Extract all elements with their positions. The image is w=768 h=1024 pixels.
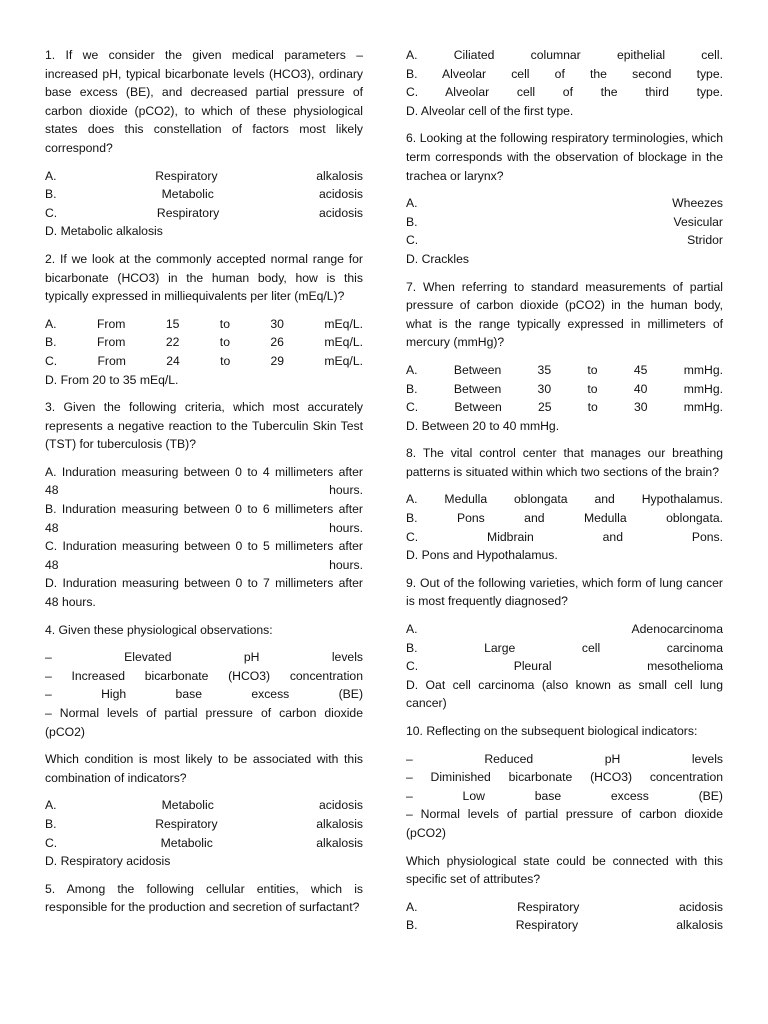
option-c: C. Pleural mesothelioma (406, 659, 723, 674)
indicator-item: – Diminished bicarbonate (HCO3) concentration (406, 770, 723, 785)
question-2 (45, 250, 363, 389)
option-d: D. Respiratory acidosis (45, 854, 171, 869)
indicator-item: – High base excess (BE) (45, 687, 363, 702)
option-c: C. Respiratory acidosis (45, 205, 363, 220)
left-column (45, 46, 363, 926)
option-c: C. Midbrain and Pons. (406, 529, 723, 544)
option-c: C. Between 25 to 30 mmHg. (406, 400, 723, 415)
indicator-item: – Normal levels of partial pressure of carbon dioxide (pCO2) (406, 807, 723, 840)
question-text: 9. Out of the following varieties, which form of lung cancer is most frequently diagnosed? (406, 575, 723, 609)
question-5-options (406, 46, 723, 120)
indicator-item: – Elevated pH levels (45, 650, 363, 665)
option-b: B. Respiratory alkalosis (45, 816, 363, 831)
option-b: B. Alveolar cell of the second type. (406, 66, 723, 81)
option-b: B. Induration measuring between 0 to 6 millimeters after 48 hours. (45, 502, 363, 535)
option-d: D. Oat cell carcinoma (also known as small cell lung cancer) (406, 677, 723, 711)
indicator-item: – Low base excess (BE) (406, 788, 723, 803)
question-text: 5. Among the following cellular entities, which is responsible for the production and secretion of surfactant? (45, 881, 363, 915)
option-a: A. Respiratory alkalosis (45, 168, 363, 183)
indicator-item: – Increased bicarbonate (HCO3) concentration (45, 668, 363, 683)
option-b: B. Pons and Medulla oblongata. (406, 511, 723, 526)
question-5 (45, 880, 363, 917)
option-a: A. Medulla oblongata and Hypothalamus. (406, 492, 723, 507)
question-7 (406, 278, 723, 436)
option-b: B. Between 30 to 40 mmHg. (406, 381, 723, 396)
question-text: 3. Given the following criteria, which most accurately represents a negative reaction to the Tuberculin Skin Test (TST) for tuberculosis (TB)? (45, 400, 363, 452)
question-text: 7. When referring to standard measurements of partial pressure of carbon dioxide (pCO2) in the human body, what is the range typically expressed in millimeters of mercury (mmHg)? (406, 279, 723, 350)
option-c: C. Induration measuring between 0 to 5 millimeters after 48 hours. (45, 539, 363, 572)
option-c: C. Metabolic alkalosis (45, 835, 363, 850)
option-a: A. Adenocarcinoma (406, 622, 723, 637)
option-a: A. Metabolic acidosis (45, 798, 363, 813)
option-b: B. Metabolic acidosis (45, 187, 363, 202)
question-text: 4. Given these physiological observations: (45, 622, 273, 637)
question-text: 2. If we look at the commonly accepted normal range for bicarbonate (HCO3) in the human body, how is this typically expressed in milliequivalents per liter (mEq/L)? (45, 251, 363, 304)
option-c: C. From 24 to 29 mEq/L. (45, 353, 363, 368)
question-10 (406, 722, 723, 935)
indicator-item: – Normal levels of partial pressure of carbon dioxide (pCO2) (45, 706, 363, 739)
option-a: A. Between 35 to 45 mmHg. (406, 362, 723, 377)
option-a: A. Respiratory acidosis (406, 899, 723, 914)
option-b: B. Respiratory alkalosis (406, 918, 723, 933)
right-column (406, 46, 723, 944)
option-d: D. Induration measuring between 0 to 7 millimeters after 48 hours. (45, 576, 363, 610)
question-text: 6. Looking at the following respiratory terminologies, which term corresponds with the observation of blockage in the trachea or larynx? (406, 131, 723, 183)
option-d: D. Crackles (406, 251, 469, 266)
option-d: D. Metabolic alkalosis (45, 224, 163, 239)
option-b: B. From 22 to 26 mEq/L. (45, 335, 363, 350)
question-6 (406, 129, 723, 268)
option-d: D. Between 20 to 40 mmHg. (406, 418, 560, 433)
option-d: D. Alveolar cell of the first type. (406, 103, 574, 118)
option-a: A. Induration measuring between 0 to 4 millimeters after 48 hours. (45, 464, 363, 498)
question-3 (45, 398, 363, 612)
option-d: D. From 20 to 35 mEq/L. (45, 372, 179, 387)
question-subtext: Which physiological state could be connected with this specific set of attributes? (406, 853, 723, 887)
indicator-item: – Reduced pH levels (406, 751, 723, 766)
option-c: C. Stridor (406, 233, 723, 248)
option-b: B. Large cell carcinoma (406, 640, 723, 655)
option-a: A. Ciliated columnar epithelial cell. (406, 48, 723, 62)
option-a: A. From 15 to 30 mEq/L. (45, 316, 363, 331)
question-text: 10. Reflecting on the subsequent biological indicators: (406, 724, 698, 738)
option-c: C. Alveolar cell of the third type. (406, 85, 723, 100)
question-text: 8. The vital control center that manages our breathing patterns is situated within which two sections of the brain? (406, 446, 723, 479)
question-subtext: Which condition is most likely to be associated with this combination of indicators? (45, 752, 363, 785)
option-a: A. Wheezes (406, 196, 723, 211)
question-1 (45, 46, 363, 241)
question-8 (406, 444, 723, 565)
question-4 (45, 621, 363, 871)
option-d: D. Pons and Hypothalamus. (406, 548, 558, 563)
option-b: B. Vesicular (406, 214, 723, 229)
question-9 (406, 574, 723, 713)
question-text: 1. If we consider the given medical parameters – increased pH, typical bicarbonate levels (HCO3), ordinary base excess (BE), and decreased partial pressure of carbon dioxide (pCO2), to which of these physiological states does this constellation of factors most likely correspond? (45, 48, 363, 155)
